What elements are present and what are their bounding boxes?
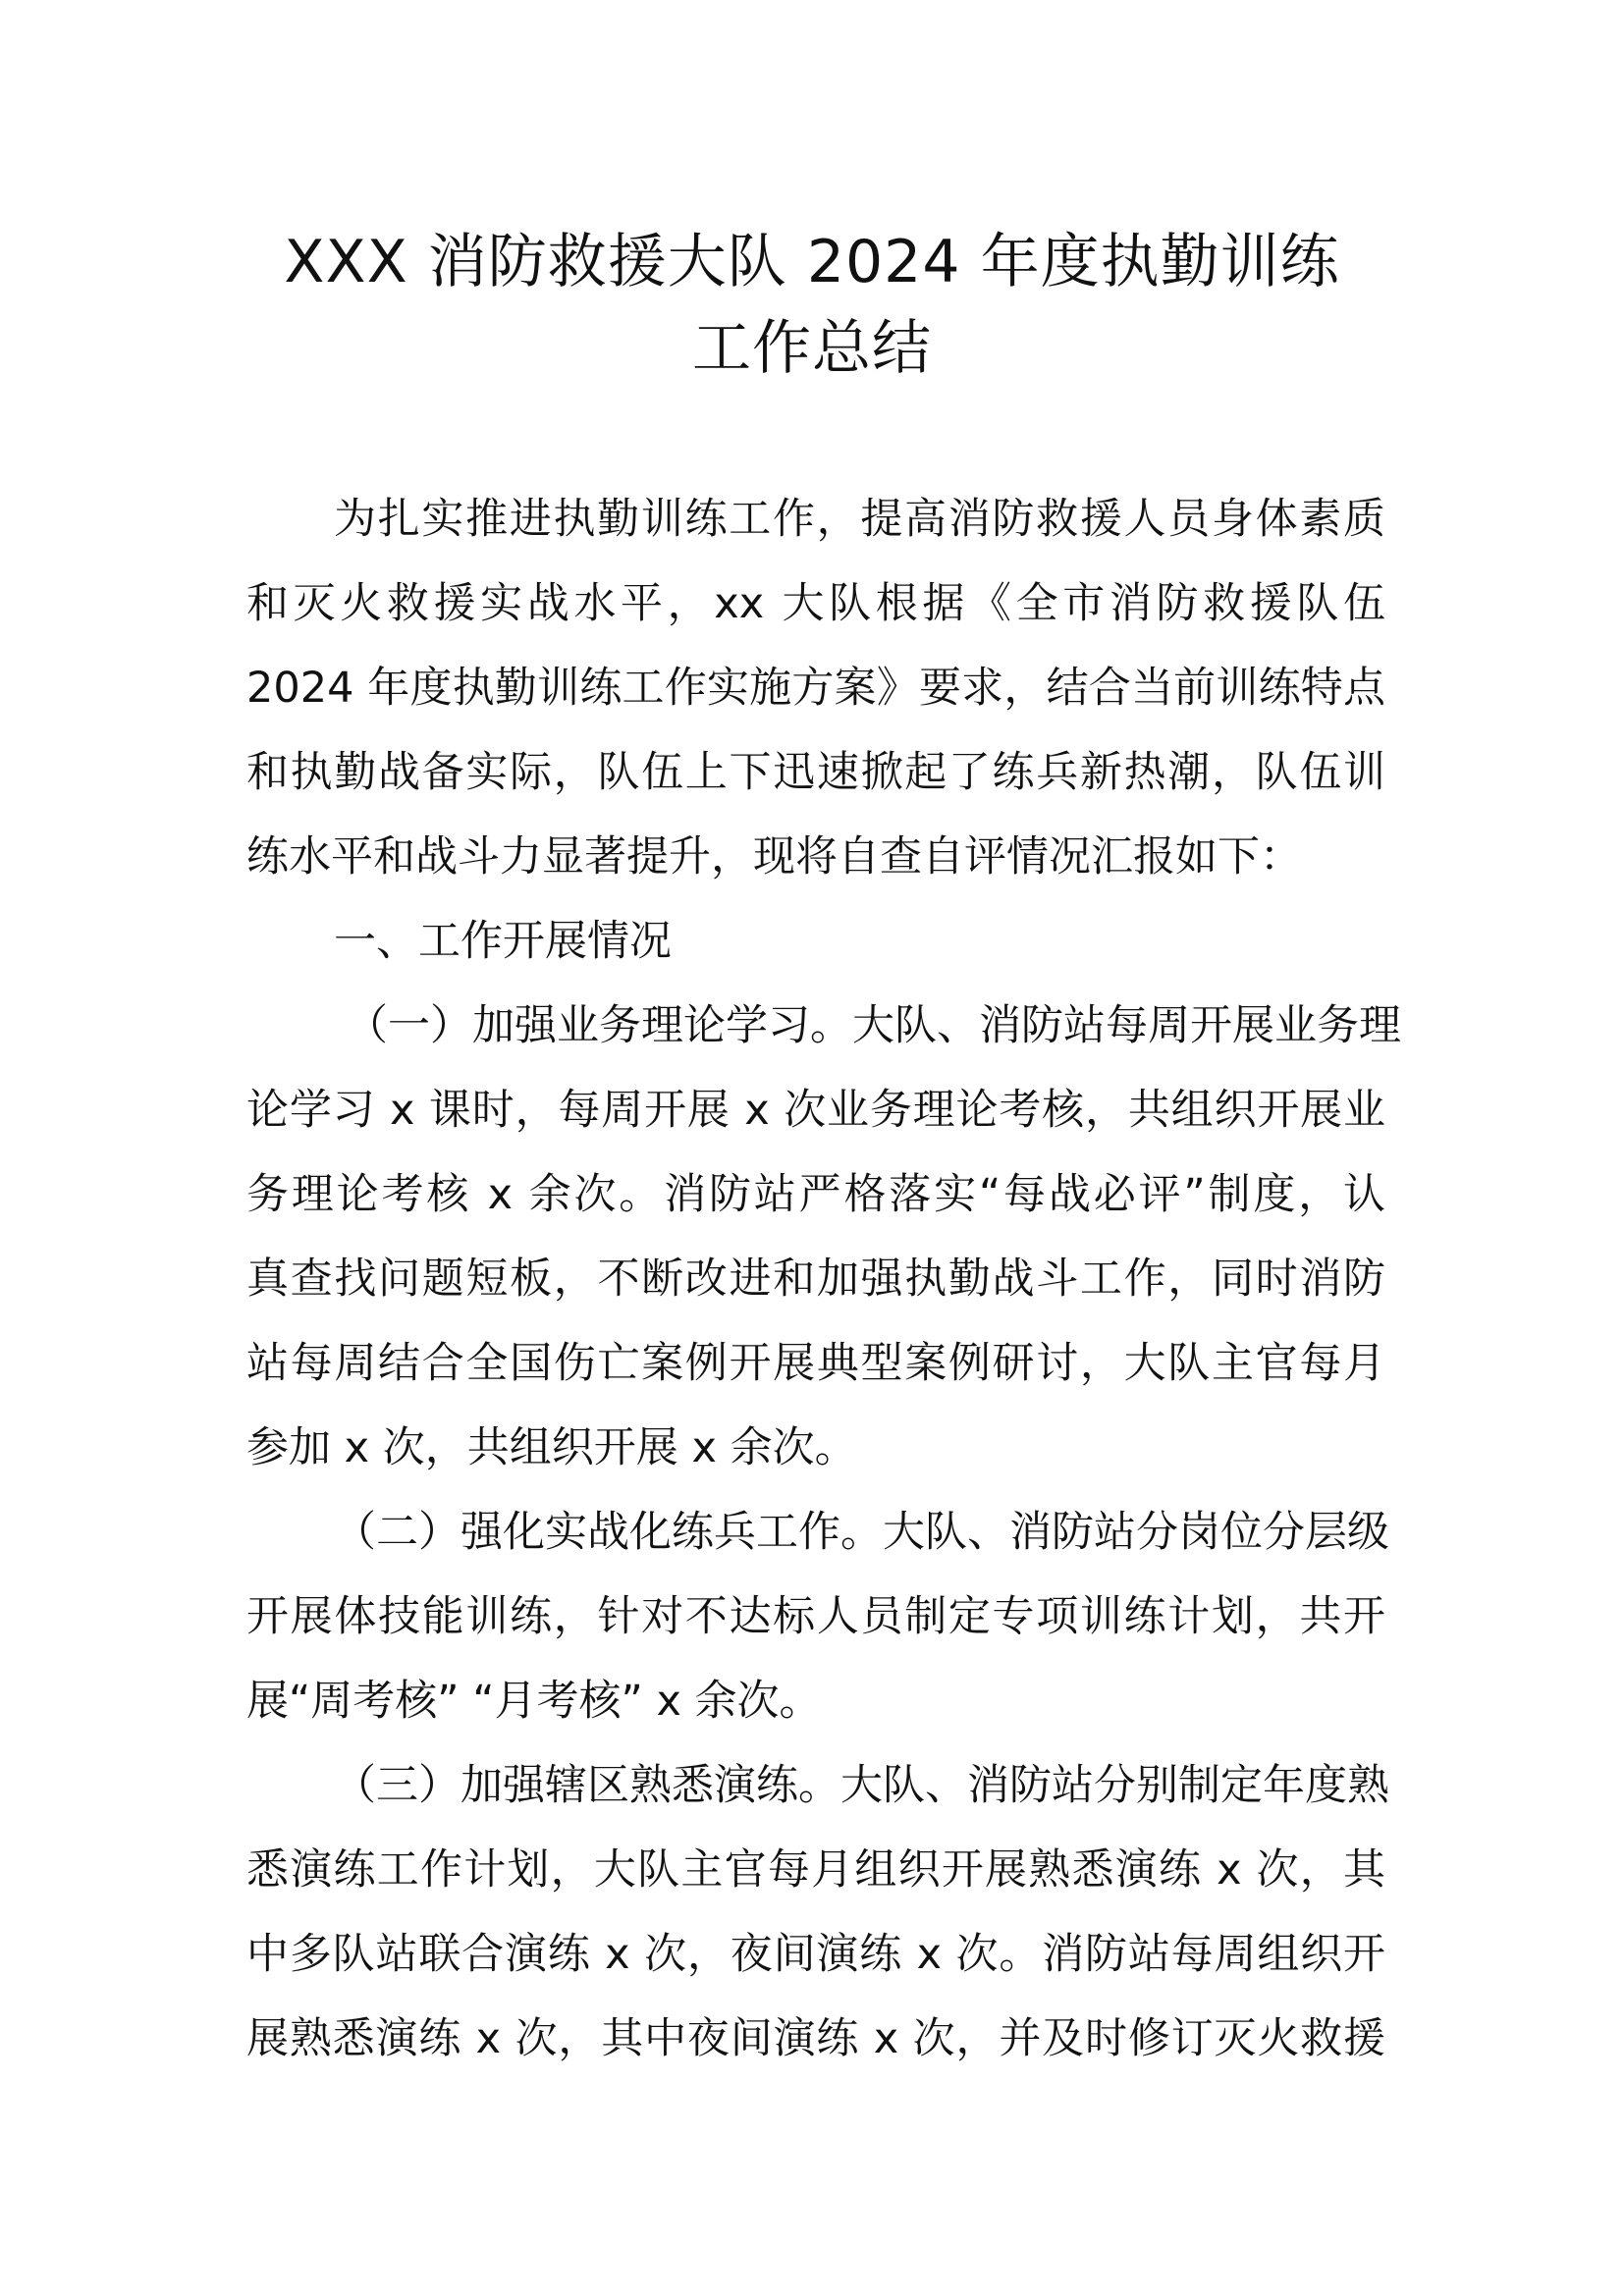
item1-line-3: 务理论考核 x 余次。消防站严格落实“每战必评”制度，认 [246, 1170, 1385, 1219]
document-title-line-1: XXX 消防救援大队 2024 年度执勤训练 [284, 228, 1340, 296]
item1-line-1: （一）加强业务理论学习。大队、消防站每周开展业务理 [346, 1001, 1401, 1050]
intro-line-4: 和执勤战备实际，队伍上下迅速掀起了练兵新热潮，队伍训 [246, 748, 1385, 797]
item3-line-1: （三）加强辖区熟悉演练。大队、消防站分别制定年度熟 [334, 1761, 1389, 1810]
intro-line-2: 和灭火救援实战水平，xx 大队根据《全市消防救援队伍 [246, 579, 1385, 628]
document-title-line-2: 工作总结 [692, 314, 932, 383]
item3-line-2: 悉演练工作计划，大队主官每月组织开展熟悉演练 x 次，其 [246, 1845, 1385, 1895]
item2-line-3: 展“周考核” “月考核” x 余次。 [246, 1677, 822, 1726]
item1-line-2: 论学习 x 课时，每周开展 x 次业务理论考核，共组织开展业 [246, 1086, 1385, 1135]
item2-line-1: （二）强化实战化练兵工作。大队、消防站分岗位分层级 [334, 1508, 1389, 1557]
item2-line-2: 开展体技能训练，针对不达标人员制定专项训练计划，共开 [246, 1592, 1385, 1641]
item1-line-6: 参加 x 次，共组织开展 x 余次。 [246, 1423, 857, 1472]
item1-line-5: 站每周结合全国伤亡案例开展典型案例研讨，大队主官每月 [246, 1339, 1385, 1388]
item3-line-3: 中多队站联合演练 x 次，夜间演练 x 次。消防站每周组织开 [246, 1930, 1385, 1979]
section-heading: 一、工作开展情况 [334, 917, 672, 966]
intro-line-1: 为扎实推进执勤训练工作，提高消防救援人员身体素质 [334, 495, 1385, 544]
intro-line-3: 2024 年度执勤训练工作实施方案》要求，结合当前训练特点 [246, 664, 1385, 713]
item3-line-4: 展熟悉演练 x 次，其中夜间演练 x 次，并及时修订灭火救援 [246, 2014, 1385, 2063]
item1-line-4: 真查找问题短板，不断改进和加强执勤战斗工作，同时消防 [246, 1255, 1385, 1304]
intro-line-5: 练水平和战斗力显著提升，现将自查自评情况汇报如下： [246, 832, 1302, 881]
